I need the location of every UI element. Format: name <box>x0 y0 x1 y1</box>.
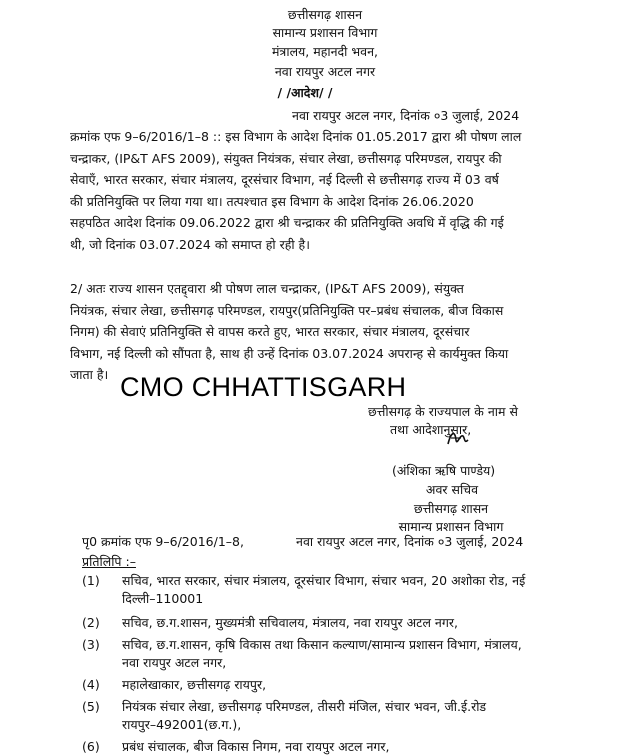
list-item-number: (3) <box>82 637 100 652</box>
list-item-line: नवा रायपुर अटल नगर, <box>122 655 227 670</box>
para2-line: निगम) की सेवाएं प्रतिनियुक्ति से वापस करते हुए, भारत सरकार, संचार मंत्रालय, दूरसंचार <box>70 324 470 339</box>
para1-line: चन्द्राकर, (IP&T AFS 2009), संयुक्त नियंत्रक, संचार लेखा, छत्तीसगढ़ परिमण्डल, रायपुर की <box>70 150 502 166</box>
list-item-line: सचिव, छ.ग.शासन, कृषि विकास तथा किसान कल्याण/सामान्य प्रशासन विभाग, मंत्रालय, <box>122 637 522 652</box>
list-item-number: (1) <box>82 573 100 588</box>
list-item-number: (6) <box>82 739 100 754</box>
list-item <box>82 738 552 756</box>
list-item-text <box>122 572 552 608</box>
list-item-line: नियंत्रक संचार लेखा, छत्तीसगढ़ परिमण्डल, तीसरी मंजिल, संचार भवन, जी.ई.रोड <box>122 699 487 714</box>
para1-line: थी, जो दिनांक 03.07.2024 को समाप्त हो रही है। <box>70 236 310 252</box>
list-item-line: प्रबंध संचालक, बीज विकास निगम, नवा रायपुर अटल नगर, <box>122 739 390 754</box>
list-item <box>82 572 552 608</box>
order-title-text: / /आदेश/ / <box>277 85 333 100</box>
signer-designation <box>392 481 512 498</box>
designation-text: अवर सचिव <box>425 482 479 497</box>
para1-line: क्रमांक एफ 9–6/2016/1–8 :: इस विभाग के आदेश दिनांक 01.05.2017 द्वारा श्री पोषण लाल <box>70 129 522 144</box>
para2-line: नियंत्रक, संचार लेखा, छत्तीसगढ़ परिमण्डल, रायपुर(प्रतिनियुक्ति पर–प्रबंध संचालक, बीज विकास <box>70 302 504 318</box>
list-item-number: (4) <box>82 677 100 692</box>
list-item <box>82 676 552 694</box>
header-line-3: मंत्रालय, महानदी भवन, <box>271 44 379 59</box>
order-title <box>255 84 355 101</box>
dept-line-2: सामान्य प्रशासन विभाग <box>398 519 504 534</box>
list-item-number: (5) <box>82 699 100 714</box>
header-building <box>245 43 405 60</box>
signer-govt <box>386 500 516 517</box>
list-item-line: सचिव, भारत सरकार, संचार मंत्रालय, दूरसंचार विभाग, संचार भवन, 20 अशोका रोड, नई <box>122 573 526 588</box>
list-item-line: महालेखाकार, छत्तीसगढ़ रायपुर, <box>122 677 267 692</box>
copy-to-label: प्रतिलिपि :– <box>82 554 136 569</box>
list-item-line: सचिव, छ.ग.शासन, मुख्यमंत्री सचिवालय, मंत्रालय, नवा रायपुर अटल नगर, <box>122 615 458 630</box>
list-item <box>82 698 552 734</box>
list-item <box>82 614 552 632</box>
header-govt <box>250 6 400 23</box>
list-item-text <box>122 738 552 756</box>
sig-authority-line2: तथा आदेशानुसार, <box>390 422 472 437</box>
header-city <box>245 63 405 80</box>
order-place-date: नवा रायपुर अटल नगर, दिनांक ०3 जुलाई, 2024 <box>292 108 520 123</box>
dept-line-1: छत्तीसगढ़ शासन <box>413 501 489 516</box>
list-item-text <box>122 676 552 694</box>
para2-line: विभाग, नई दिल्ली को सौंपता है, साथ ही उन्हें दिनांक 03.07.2024 अपरान्ह से कार्यमुक्त किया <box>70 345 509 361</box>
header-dept <box>245 24 405 41</box>
cmo-watermark-text: CMO CHHATTISGARH <box>120 372 407 402</box>
para2-line: जाता है। <box>70 367 109 382</box>
header-line-1: छत्तीसगढ़ शासन <box>287 7 363 22</box>
para1-line: की प्रतिनियुक्ति पर लिया गया था। तत्पश्चात इस विभाग के आदेश दिनांक 26.06.2020 <box>70 193 474 209</box>
list-item-text <box>122 636 552 672</box>
list-item-line: दिल्ली–110001 <box>122 591 204 606</box>
paragraph-2 <box>70 278 550 386</box>
list-item-text <box>122 698 552 734</box>
handwritten-signature <box>445 426 471 452</box>
signer-name: (अंशिका ऋषि पाण्डेय) <box>392 463 496 478</box>
header-line-4: नवा रायपुर अटल नगर <box>274 64 376 79</box>
sig-authority-line1: छत्तीसगढ़ के राज्यपाल के नाम से <box>368 404 518 419</box>
list-item-line: रायपुर–492001(छ.ग.), <box>122 717 242 732</box>
endorsement-place-date: नवा रायपुर अटल नगर, दिनांक ०3 जुलाई, 2024 <box>296 534 524 549</box>
list-item-number: (2) <box>82 615 100 630</box>
para2-line: 2/ अतः राज्य शासन एतद्द्वारा श्री पोषण लाल चन्द्राकर, (IP&T AFS 2009), संयुक्त <box>70 281 464 296</box>
para1-line: सेवाएँ, भारत सरकार, संचार मंत्रालय, दूरसंचार विभाग, नई दिल्ली से छत्तीसगढ़ राज्य में 03 वर्ष <box>70 172 499 187</box>
paragraph-1 <box>70 126 550 255</box>
copy-list <box>82 572 552 756</box>
list-item <box>82 636 552 672</box>
endorsement-ref: पृ0 क्रमांक एफ 9–6/2016/1–8, <box>82 534 244 549</box>
list-item-text <box>122 614 552 632</box>
header-line-2: सामान्य प्रशासन विभाग <box>272 25 378 40</box>
para1-line: सहपठित आदेश दिनांक 09.06.2022 द्वारा श्री चन्द्राकर की प्रतिनियुक्ति अवधि में वृद्धि की गई <box>70 215 504 230</box>
